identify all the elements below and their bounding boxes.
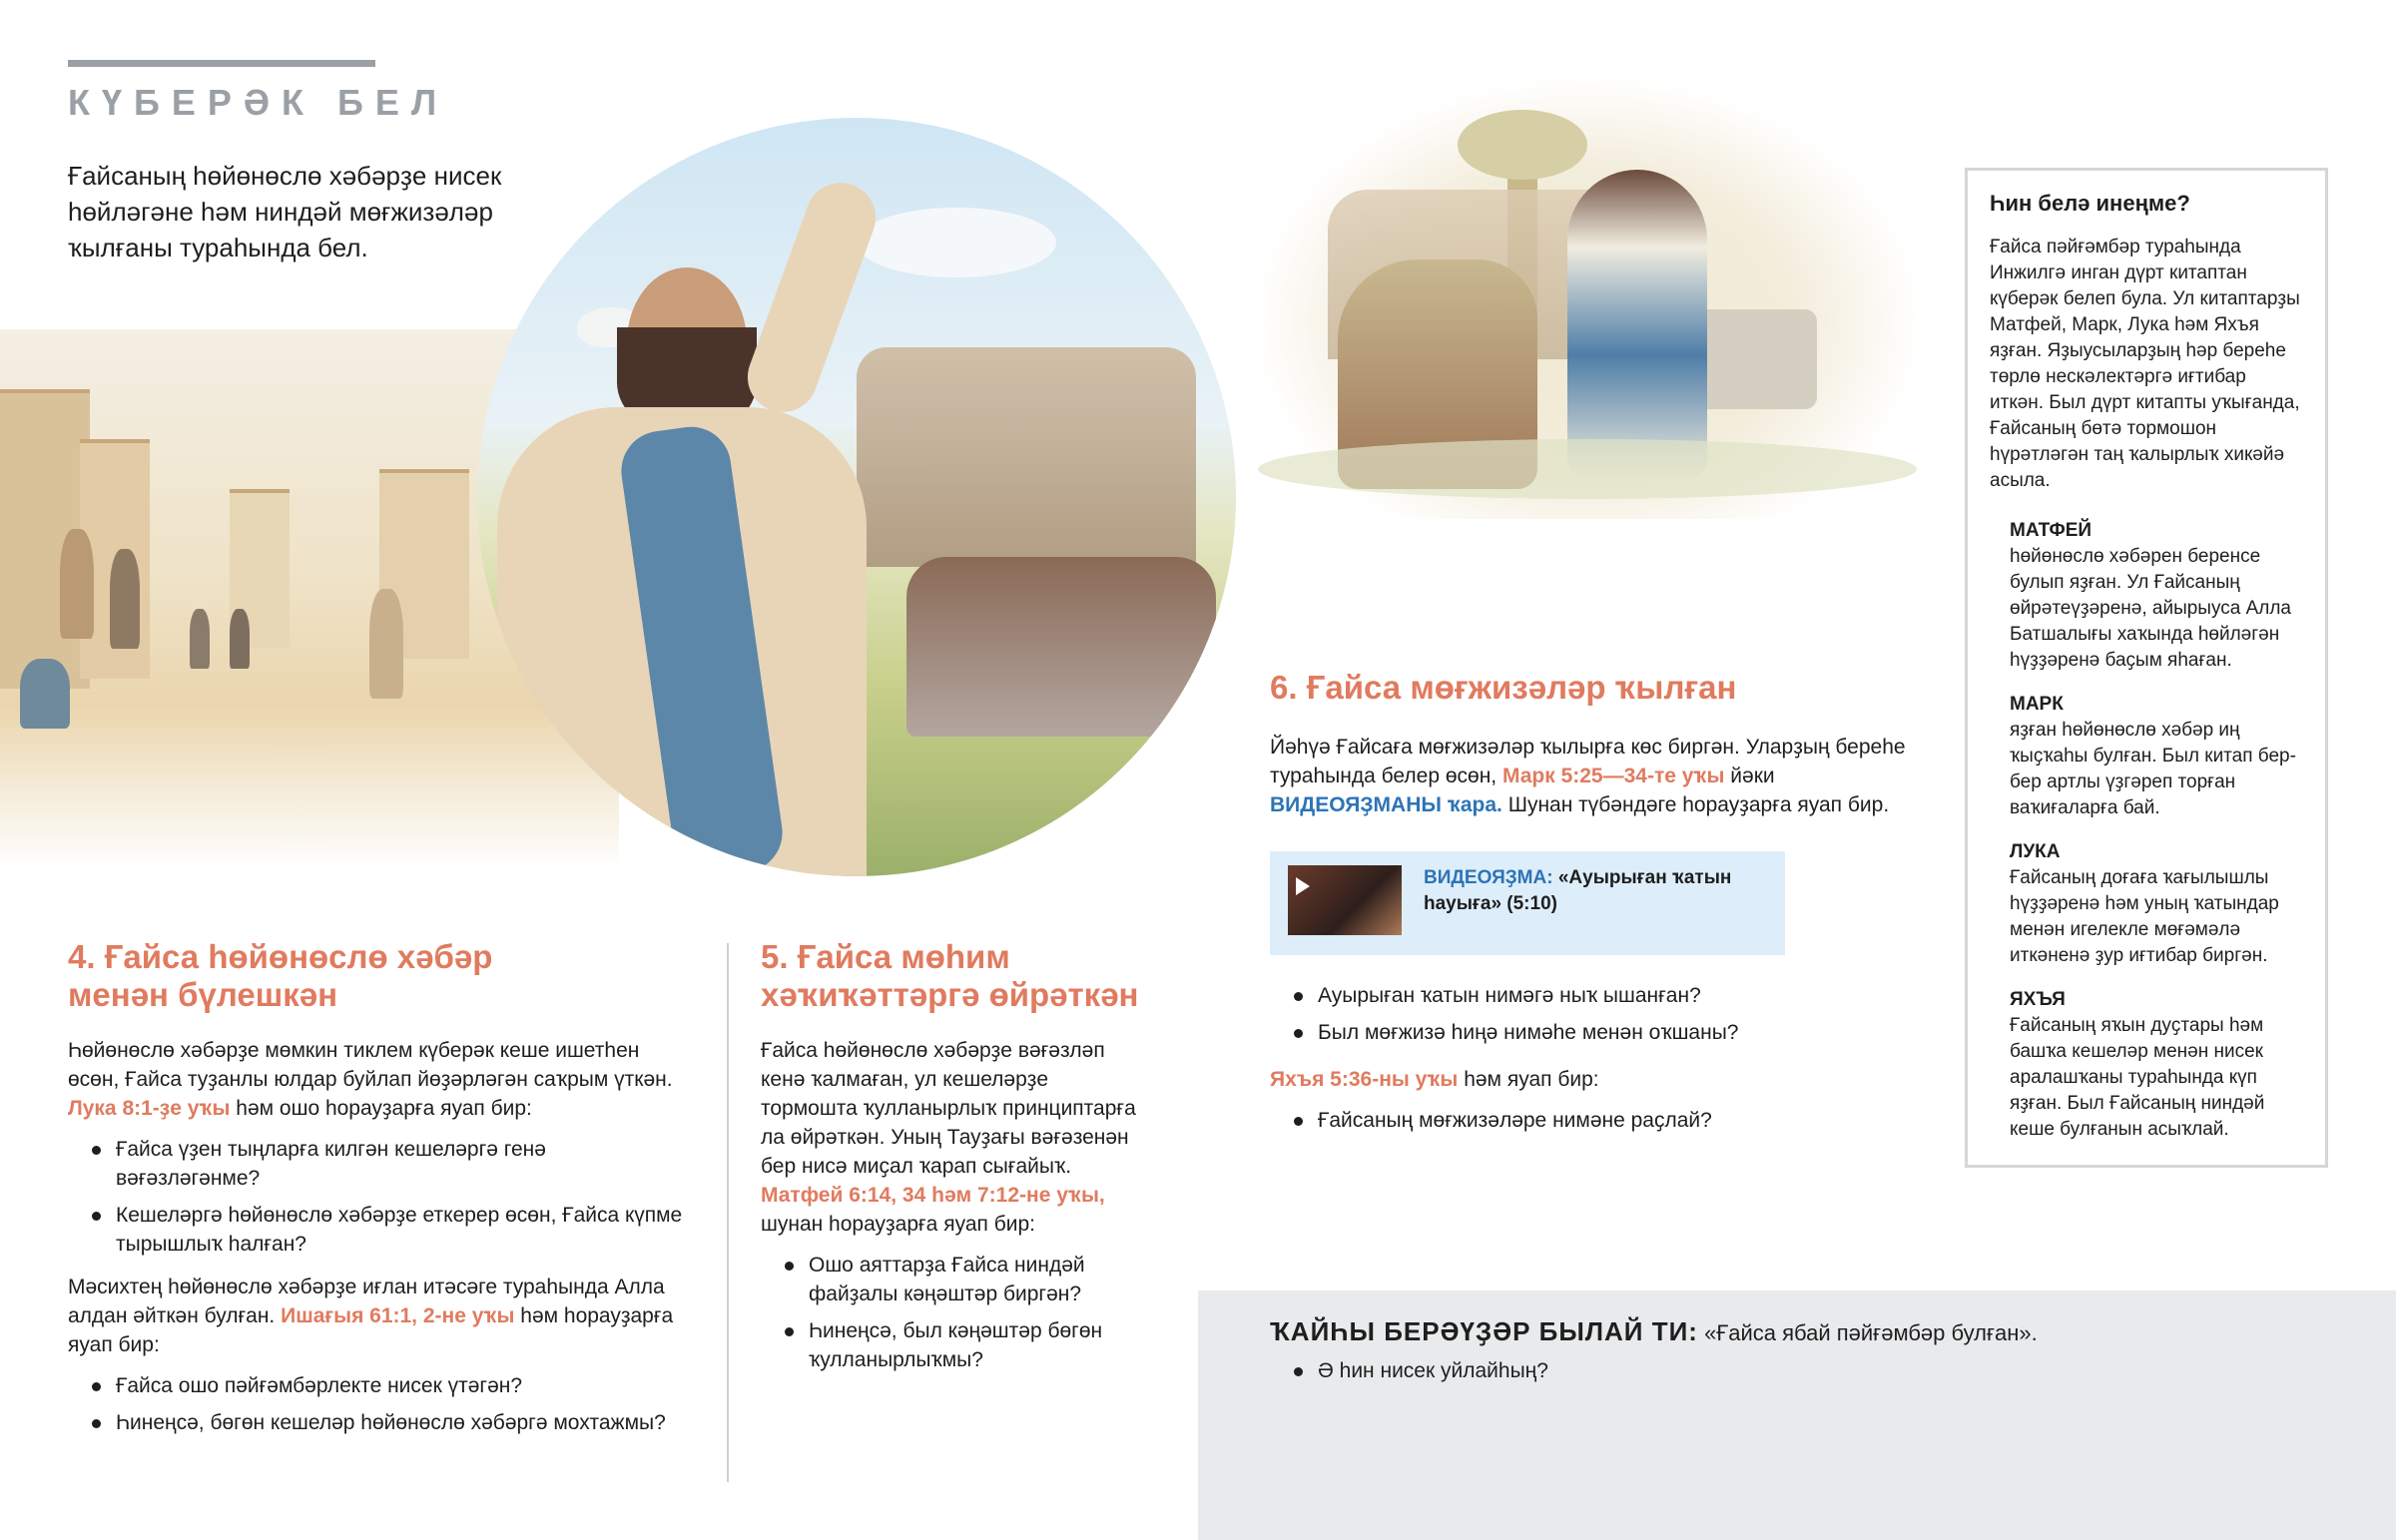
question-item: Ауырыған ҡатын нимәгә ныҡ ышанған? (1290, 981, 1909, 1010)
play-icon (1296, 877, 1310, 895)
jesus-kneeling (1567, 170, 1707, 479)
section-4-paragraph-1 (68, 1036, 687, 1123)
paragraph-text: Һөйөнөслө хәбәрҙе мөмкин тиклем күберәк кеше ишетһен өсөн, Ғайса туҙанлы юлдар буйлап йөҙәрләгән саҡрым үткән. (68, 1039, 673, 1091)
section-4-title: 4. Ғайса һөйөнөслө хәбәр менән бүлешкән (68, 938, 493, 1013)
question-item: Был мөғжизә һиңә нимәһе менән оҡшаны? (1290, 1018, 1909, 1047)
header-rule (68, 60, 375, 67)
cloud (857, 208, 1056, 277)
question-item: Ошо аяттарҙа Ғайса ниндәй файҙалы кәңәштәр биргән? (781, 1251, 1140, 1308)
paragraph-text: Йәһүә Ғайсаға мөғжизәләр ҡылырға көс биргән. Уларҙың береһе тураһында белер өсөн, (1270, 736, 1906, 787)
paragraph-text: һәм һорауҙарға яуап бир: (68, 1304, 674, 1356)
gospel-text: Ғайсаның яҡын дуҫтары һәм башҡа кешеләр менән нисек аралашҡаны тураһында күп яҙған. Был Ғайсаның ниндәй кеше булғанын асыҡлай. (2010, 1015, 2265, 1140)
question-list (88, 1371, 687, 1437)
gospel-mark (1990, 692, 2303, 821)
video-link[interactable]: ВИДЕОЯҘМАНЫ ҡара. (1270, 793, 1502, 816)
scripture-link-john[interactable]: Яхъя 5:36-ны уҡы (1270, 1068, 1459, 1091)
paragraph-text: Ғайса һөйөнөслө хәбәрҙе вәғәзләп кенә ҡалмаған, ул кешеләрҙе тормошта ҡулланырлыҡ принциптарға ла өйрәткән. Уның Тауҙағы вәғәзенән бер нисә миҫал ҡарап сығайыҡ. (761, 1039, 1136, 1178)
gospel-luke (1990, 839, 2303, 969)
question-list (781, 1251, 1140, 1374)
some-people-say-panel (1198, 1290, 2396, 1540)
video-title: «Ауырыған ҡатын һауыға» (5:10) (1424, 867, 1732, 914)
paragraph-text: һәм яуап бир: (1464, 1068, 1599, 1091)
question-list (1290, 1106, 1909, 1135)
video-card[interactable] (1270, 851, 1785, 955)
section-6 (1270, 669, 1909, 1143)
paragraph-text: йәки (1730, 765, 1775, 787)
crowd-figures (857, 347, 1196, 567)
section-5-title: 5. Ғайса мөһим хәҡиҡәттәргә өйрәткән (761, 938, 1139, 1013)
scripture-link-luke[interactable]: Лука 8:1-ҙе уҡы (68, 1097, 231, 1120)
person-figure (60, 529, 94, 639)
section-5 (761, 938, 1140, 1382)
section-6-paragraph (1270, 733, 1909, 819)
jesus-preaching-illustration (477, 118, 1236, 876)
section-6-title: 6. Ғайса мөғжизәләр ҡылған (1270, 669, 1737, 706)
question-item: Ғайса үҙен тыңларға килгән кешеләргә генә вәғәзләгәнме? (88, 1135, 687, 1193)
some-people-say-label: ҠАЙҺЫ БЕРӘҮҘӘР БЫЛАЙ ТИ: (1270, 1316, 1698, 1346)
palm-leaves (1458, 110, 1587, 180)
section-6-paragraph-2 (1270, 1065, 1909, 1094)
question-item: Ә һин нисек уйлайһың? (1290, 1356, 2324, 1385)
video-thumbnail[interactable] (1288, 865, 1402, 935)
video-label: ВИДЕОЯҘМА: (1424, 867, 1553, 888)
question-item: Һинеңсә, бөгөн кешеләр һөйөнөслө хәбәргә мохтажмы? (88, 1408, 687, 1437)
person-figure (230, 609, 250, 669)
question-item: Һинеңсә, был кәңәштәр бөгөн ҡулланырлыҡмы? (781, 1316, 1140, 1374)
gospel-name: ЯХЪЯ (2010, 989, 2066, 1010)
gospel-name: МАТФЕЙ (2010, 520, 2093, 541)
person-figure (110, 549, 140, 649)
person-figure (190, 609, 210, 669)
scripture-link-isaiah[interactable]: Ишағыя 61:1, 2-не уҡы (281, 1304, 515, 1327)
paragraph-text: шунан һорауҙарға яуап бир: (761, 1213, 1035, 1236)
section-label: КҮБЕРӘК БЕЛ (68, 82, 449, 123)
gospel-matthew (1990, 518, 2303, 674)
gospel-text: һөйөнөслө хәбәрен беренсе булып яҙған. Ул Ғайсаның өйрәтеүҙәренә, айырыуса Алла Батшалығы хаҡында һөйләгән һүҙҙәренә баҫым яһаған. (2010, 546, 2292, 671)
paragraph-text: Мәсихтең һөйөнөслө хәбәрҙе иғлан итәсәге тураһында Алла алдан әйткән булған. (68, 1276, 665, 1327)
some-people-say-quote: «Ғайса ябай пәйғәмбәр булған». (1704, 1320, 2038, 1345)
question-list (1290, 1356, 2324, 1385)
gospel-name: ЛУКА (2010, 841, 2061, 862)
question-item: Ғайсаның мөғжизәләре нимәне раҫлай? (1290, 1106, 1909, 1135)
question-item: Кешеләргә һөйөнөслө хәбәрҙе еткерер өсөн, Ғайса күпме тырышлыҡ һалған? (88, 1201, 687, 1259)
gospel-john (1990, 987, 2303, 1143)
paragraph-text: Шунан түбәндәге һорауҙарға яуап бир. (1507, 793, 1890, 816)
section-4 (68, 938, 687, 1445)
paragraph-text: һәм ошо һорауҙарға яуап бир: (236, 1097, 532, 1120)
some-people-say-line (1270, 1316, 2324, 1348)
gospel-text: Ғайсаның доғаға ҡағылышлы һүҙҙәренә һәм уның ҡатындар менән игелекле мөғәмәлә иткәненә ҙур иғтибар биргән. (2010, 867, 2279, 966)
healing-illustration (1258, 80, 1917, 519)
section-5-paragraph (761, 1036, 1140, 1239)
did-you-know-box (1965, 168, 2328, 1168)
column-divider (727, 943, 729, 1482)
section-4-paragraph-2 (68, 1273, 687, 1359)
grass (1258, 439, 1917, 499)
gospel-name: МАРК (2010, 694, 2064, 715)
scripture-link-matthew[interactable]: Матфей 6:14, 34 һәм 7:12-не уҡы, (761, 1184, 1105, 1207)
question-list (88, 1135, 687, 1259)
question-list (1290, 981, 1909, 1047)
person-figure (369, 589, 403, 699)
sidebar-intro: Ғайса пәйғәмбәр тураһында Инжилгә инган дүрт китаптан күберәк белеп була. Ул китаптарҙы Матфей, Марк, Лука һәм Яхъя яҙған. Яҙыусыларҙың һәр береһе төрлө нескәлектәргә иғтибар иткән. Был дүрт китапты уҡығанда, Ғайсаның бөтә тормошон һүрәтләгән таң ҡалырлыҡ хикәйә асыла. (1990, 237, 2300, 491)
sidebar-title: Һин белә инеңме? (1990, 191, 2190, 216)
seated-listeners (906, 557, 1216, 737)
person-figure (20, 659, 70, 729)
gospel-text: яҙған һөйөнөслө хәбәр иң ҡыҫҡаһы булған. Был китап бер-бер артлы үҙгәреп торған ваҡиғаларға бай. (2010, 720, 2296, 818)
video-caption (1424, 865, 1767, 917)
question-item: Ғайса ошо пәйғәмбәрлекте нисек үтәгән? (88, 1371, 687, 1400)
intro-text: Ғайсаның һөйөнөслө хәбәрҙе нисек һөйләгәне һәм ниндәй мөғжизәләр ҡылғаны тураһында бел. (68, 161, 502, 262)
scripture-link-mark[interactable]: Марк 5:25—34-те уҡы (1501, 765, 1725, 787)
